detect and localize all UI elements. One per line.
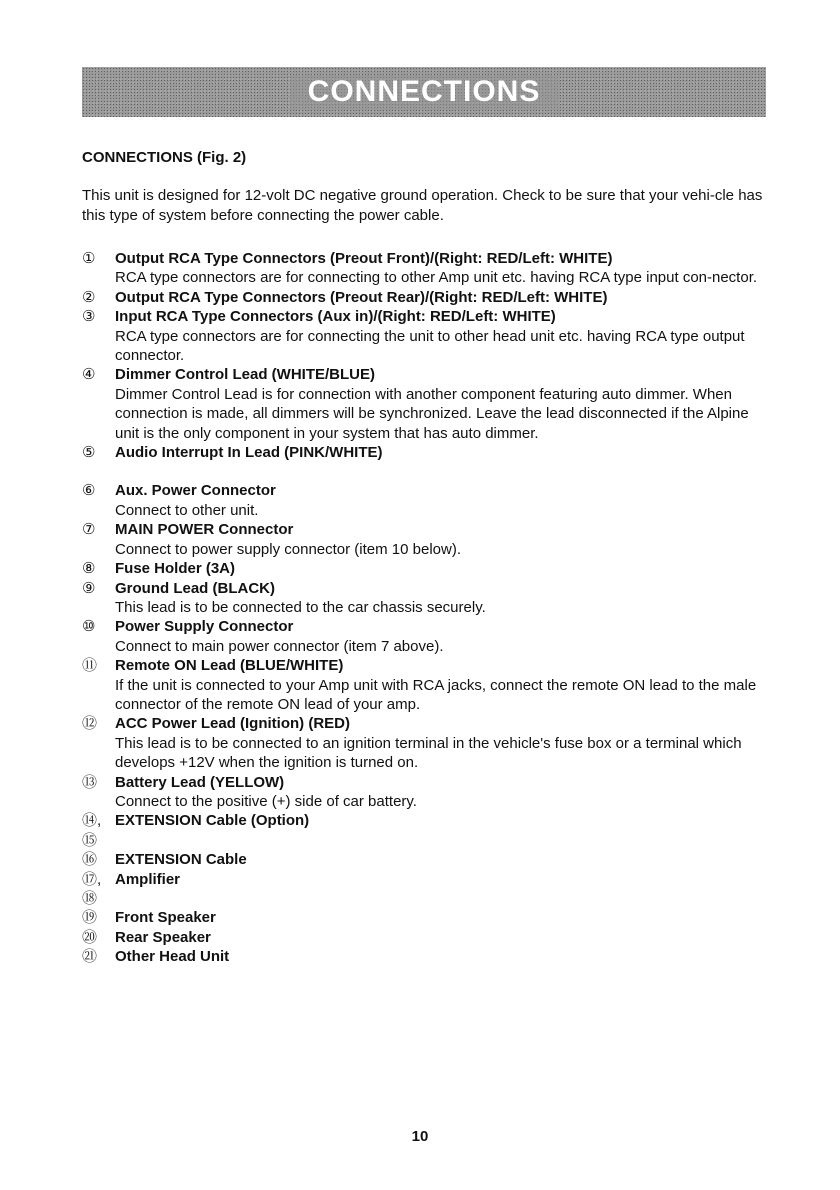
item-title: Aux. Power Connector (115, 482, 276, 500)
connection-item (82, 365, 772, 443)
item-content (115, 870, 772, 909)
item-description: Connect to the positive (+) side of car battery. (115, 792, 417, 810)
item-number: ⑲ (82, 909, 98, 927)
intro-paragraph: This unit is designed for 12-volt DC negative ground operation. Check to be sure that your vehi-cle has this type of system before connecting the power cable. (82, 187, 763, 224)
connection-list (82, 249, 772, 967)
item-content (115, 559, 772, 578)
item-number: ① (82, 250, 96, 267)
connection-item (82, 520, 772, 559)
item-content (115, 481, 772, 520)
item-content (115, 579, 772, 618)
item-title: Output RCA Type Connectors (Preout Rear)/(Right: RED/Left: WHITE) (115, 288, 608, 306)
item-description: Connect to power supply connector (item 10 below). (115, 540, 462, 558)
page-number: 10 (411, 1128, 429, 1145)
item-description: Dimmer Control Lead is for connection with another component featuring auto dimmer. When connection is made, all dimmers will be synchronized. Leave the lead disconnected if the Alpine unit is the only component in your system that has auto dimmer. (115, 385, 749, 442)
section-heading: CONNECTIONS (Fig. 2) (82, 149, 247, 166)
item-content (115, 617, 772, 656)
item-content (115, 811, 772, 850)
item-content (115, 908, 772, 927)
item-title: Battery Lead (YELLOW) (115, 773, 285, 791)
connection-item (82, 288, 772, 307)
item-number: ② (82, 288, 96, 306)
connection-item (82, 928, 772, 947)
item-description: This lead is to be connected to an ignition terminal in the vehicle's fuse box or a terminal which develops +12V when the ignition is turned on. (115, 734, 742, 772)
item-title: Front Speaker (115, 909, 216, 927)
item-title: Fuse Holder (3A) (115, 560, 236, 578)
item-title: Amplifier (115, 870, 181, 888)
item-title: ACC Power Lead (Ignition) (RED) (115, 715, 350, 733)
item-number: ⑩ (82, 618, 96, 636)
item-description: RCA type connectors are for connecting to other Amp unit etc. having RCA type input con-nector. (115, 269, 758, 287)
item-number: ③ (82, 308, 96, 326)
connection-item (82, 773, 772, 812)
item-content (115, 288, 772, 307)
item-content (115, 714, 772, 772)
item-content (115, 773, 772, 812)
connection-item (82, 656, 772, 714)
connection-item (82, 850, 772, 869)
item-title: Power Supply Connector (115, 618, 294, 636)
item-description: Connect to main power connector (item 7 above). (115, 637, 444, 655)
connection-item (82, 947, 772, 966)
connection-item (82, 307, 772, 365)
item-title: Input RCA Type Connectors (Aux in)/(Right: RED/Left: WHITE) (115, 308, 556, 326)
item-number: ⑭, ⑮ (82, 812, 102, 849)
banner-title: CONNECTIONS (290, 75, 559, 109)
item-number: ⑨ (82, 579, 96, 597)
section-banner (82, 67, 766, 117)
item-title: Dimmer Control Lead (WHITE/BLUE) (115, 366, 376, 384)
item-number: ⑬ (82, 773, 98, 791)
connection-item (82, 481, 772, 520)
item-number: ⑰, ⑱ (82, 870, 102, 907)
item-title: Rear Speaker (115, 928, 211, 946)
item-title: MAIN POWER Connector (115, 521, 294, 539)
connection-item (82, 617, 772, 656)
connection-item (82, 908, 772, 927)
item-number: ⑦ (82, 521, 96, 539)
connection-item (82, 249, 772, 288)
item-number: ⑯ (82, 851, 98, 869)
connection-item (82, 579, 772, 618)
item-number: ⑧ (82, 560, 96, 578)
item-number: ㉑ (82, 948, 98, 966)
item-description: This lead is to be connected to the car chassis securely. (115, 598, 486, 616)
connection-item (82, 559, 772, 578)
item-number: ④ (82, 366, 96, 384)
item-description: RCA type connectors are for connecting the unit to other head unit etc. having RCA type output connector. (115, 327, 745, 365)
item-title: Remote ON Lead (BLUE/WHITE) (115, 657, 344, 675)
item-title: EXTENSION Cable (115, 851, 247, 869)
item-content (115, 850, 772, 869)
item-content (115, 656, 772, 714)
item-number: ⑤ (82, 444, 96, 462)
item-title: Output RCA Type Connectors (Preout Front)/(Right: RED/Left: WHITE) (115, 250, 613, 267)
connection-item (82, 714, 772, 772)
item-content (115, 307, 772, 365)
item-content (115, 928, 772, 947)
item-content (115, 365, 772, 443)
item-content (115, 520, 772, 559)
connection-item (82, 870, 772, 909)
item-number: ⑫ (82, 715, 98, 733)
item-content (115, 249, 772, 288)
item-title: Audio Interrupt In Lead (PINK/WHITE) (115, 444, 383, 462)
item-number: ⑪ (82, 657, 98, 675)
item-number: ⑳ (82, 928, 98, 946)
item-content (115, 443, 772, 462)
connection-item (82, 811, 772, 850)
connection-item (82, 443, 772, 462)
item-title: Other Head Unit (115, 948, 230, 966)
item-title: Ground Lead (BLACK) (115, 579, 275, 597)
item-title: EXTENSION Cable (Option) (115, 812, 310, 830)
item-description: If the unit is connected to your Amp unit with RCA jacks, connect the remote ON lead to the male connector of the remote ON lead of your amp. (115, 676, 757, 713)
item-description: Connect to other unit. (115, 501, 259, 519)
item-content (115, 947, 772, 966)
item-number: ⑥ (82, 482, 96, 500)
